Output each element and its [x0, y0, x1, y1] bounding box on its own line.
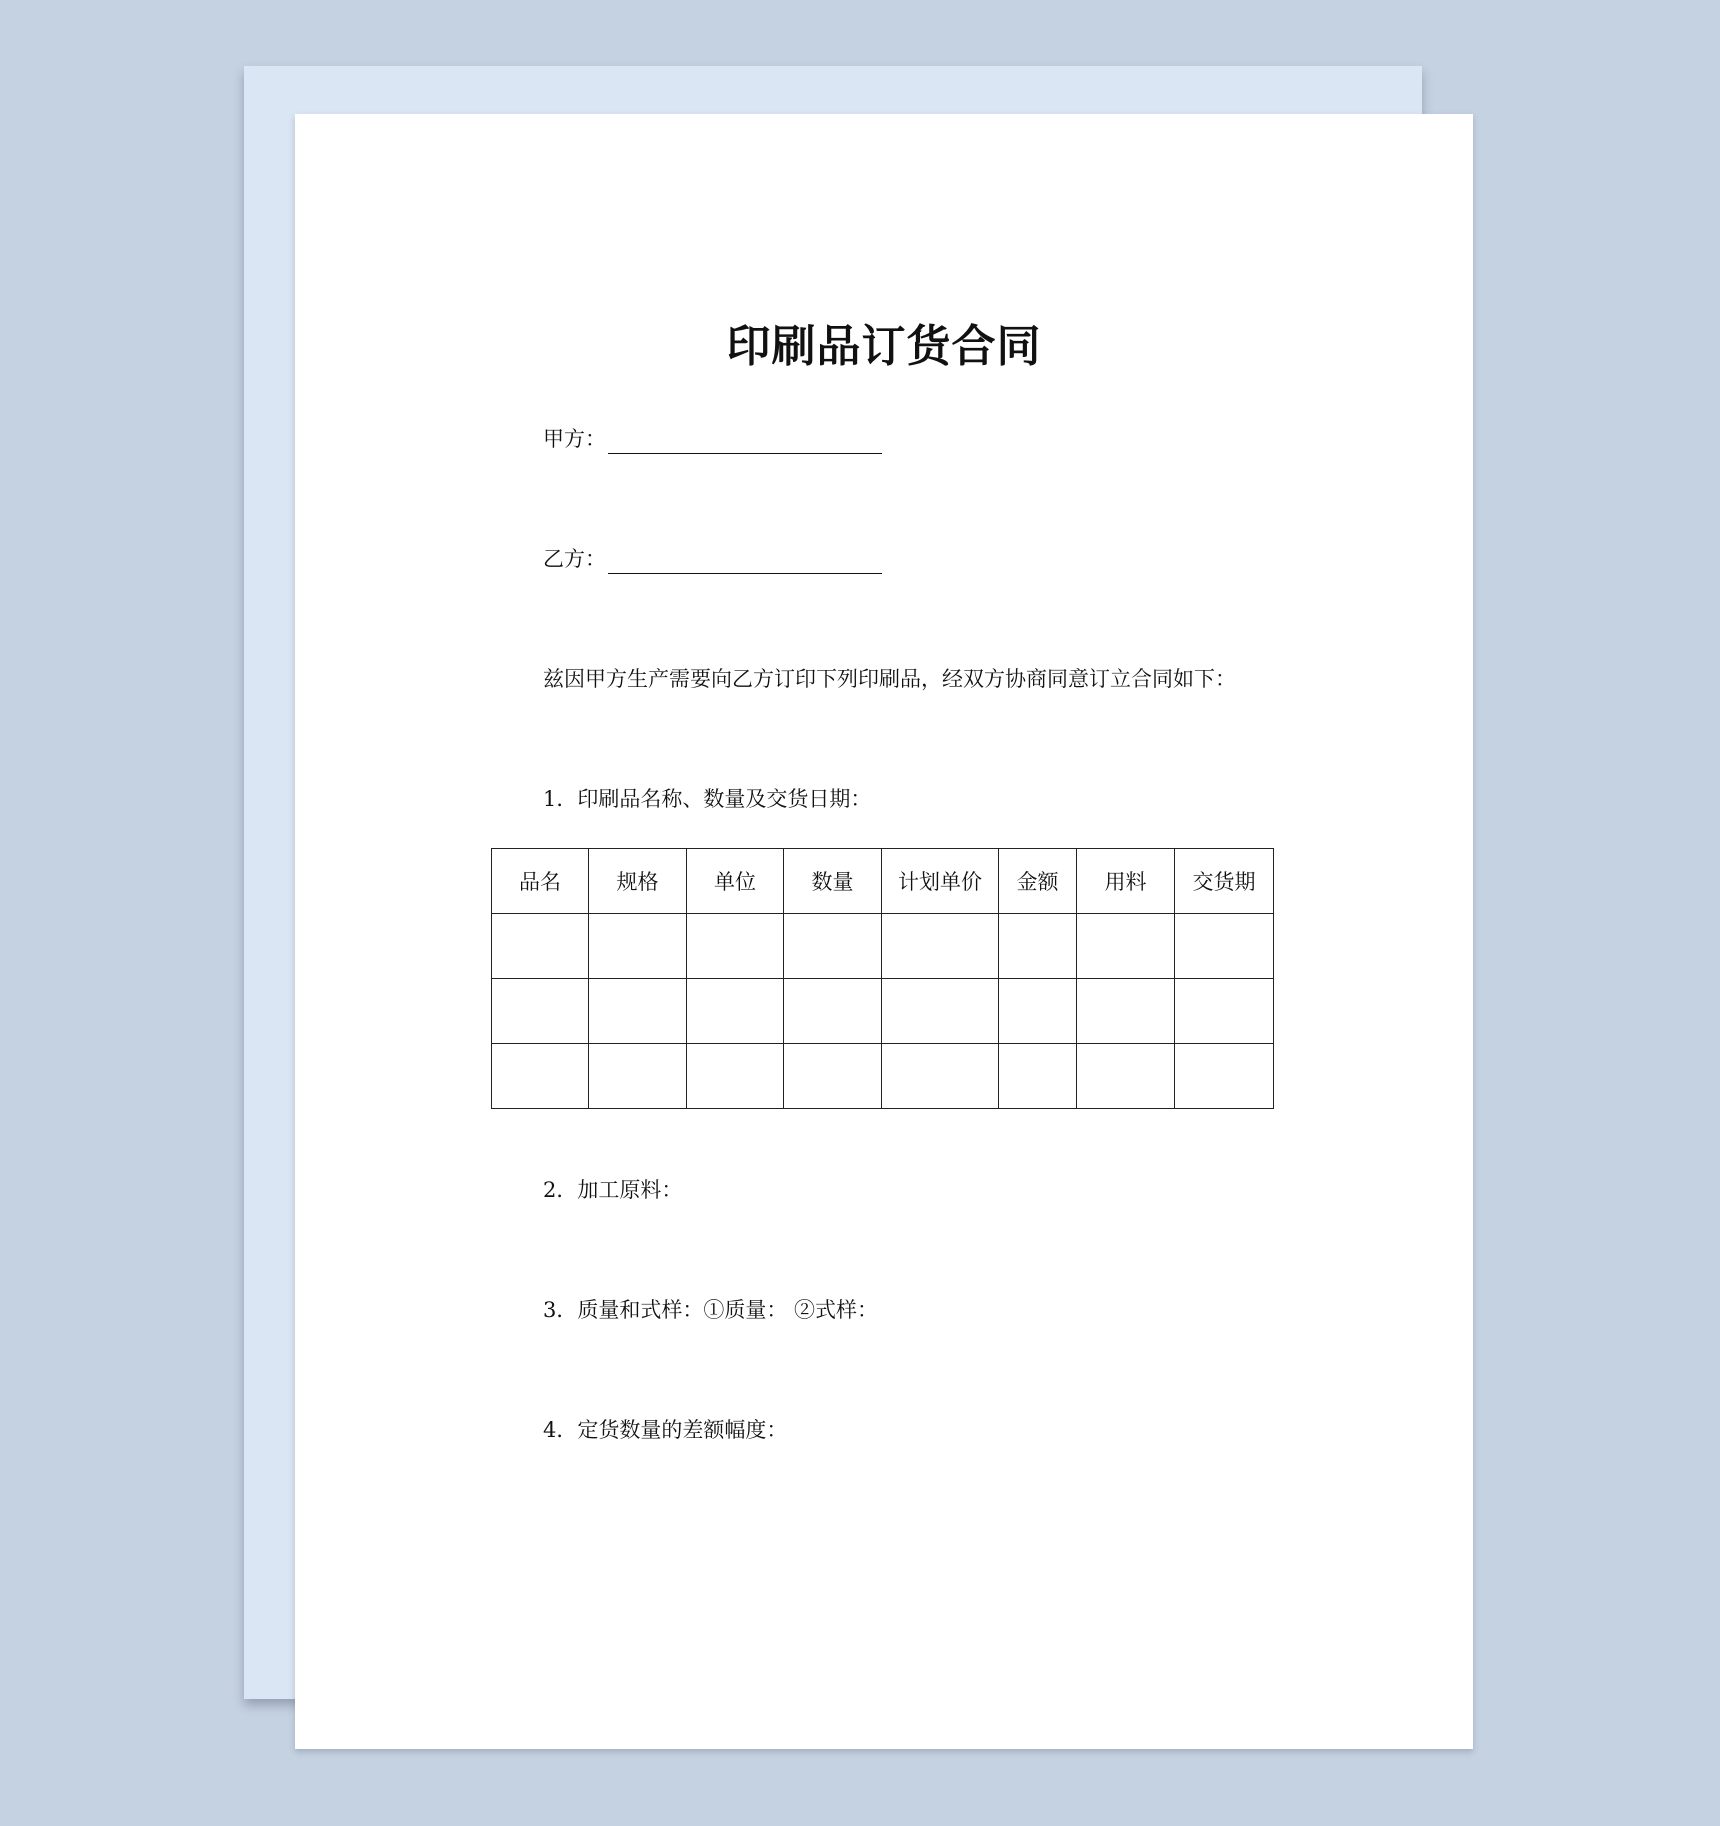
section-1-heading: 1．印刷品名称、数量及交货日期： — [543, 787, 872, 811]
table-header-cell: 规格 — [589, 849, 687, 914]
table-row — [492, 979, 1274, 1044]
table-cell[interactable] — [687, 979, 784, 1044]
table-cell[interactable] — [1077, 914, 1175, 979]
party-a-line — [543, 424, 882, 454]
table-header-cell: 品名 — [492, 849, 589, 914]
table-header-row — [492, 849, 1274, 914]
table-cell[interactable] — [784, 1044, 882, 1109]
table-cell[interactable] — [687, 1044, 784, 1109]
table-cell[interactable] — [784, 914, 882, 979]
document-title: 印刷品订货合同 — [726, 321, 1042, 372]
table-cell[interactable] — [1077, 979, 1175, 1044]
document-page — [295, 114, 1473, 1749]
table-cell[interactable] — [882, 979, 999, 1044]
table-cell[interactable] — [492, 1044, 589, 1109]
table-cell[interactable] — [1077, 1044, 1175, 1109]
table-cell[interactable] — [1175, 914, 1274, 979]
table-cell[interactable] — [882, 1044, 999, 1109]
party-b-label: 乙方： — [543, 547, 606, 571]
party-a-blank[interactable] — [608, 431, 882, 454]
table-cell[interactable] — [999, 914, 1077, 979]
section-3-heading: 3．质量和式样：①质量： ②式样： — [543, 1298, 879, 1322]
table-cell[interactable] — [999, 1044, 1077, 1109]
table-cell[interactable] — [492, 979, 589, 1044]
party-b-line — [543, 544, 882, 574]
table-row — [492, 1044, 1274, 1109]
party-a-label: 甲方： — [543, 427, 606, 451]
table-header-cell: 单位 — [687, 849, 784, 914]
table-row — [492, 914, 1274, 979]
table-header-cell: 交货期 — [1175, 849, 1274, 914]
table-header-cell: 用料 — [1077, 849, 1175, 914]
table-cell[interactable] — [492, 914, 589, 979]
table-cell[interactable] — [999, 979, 1077, 1044]
intro-paragraph: 兹因甲方生产需要向乙方订印下列印刷品，经双方协商同意订立合同如下： — [543, 667, 1236, 691]
table-header-cell: 计划单价 — [882, 849, 999, 914]
table-cell[interactable] — [882, 914, 999, 979]
party-b-blank[interactable] — [608, 551, 882, 574]
order-table — [491, 848, 1274, 1109]
table-cell[interactable] — [589, 979, 687, 1044]
table-cell[interactable] — [589, 914, 687, 979]
table-cell[interactable] — [687, 914, 784, 979]
table-cell[interactable] — [784, 979, 882, 1044]
table-header-cell: 金额 — [999, 849, 1077, 914]
table-cell[interactable] — [1175, 1044, 1274, 1109]
section-2-heading: 2．加工原料： — [543, 1178, 683, 1202]
table-cell[interactable] — [589, 1044, 687, 1109]
section-4-heading: 4．定货数量的差额幅度： — [543, 1418, 788, 1442]
table-cell[interactable] — [1175, 979, 1274, 1044]
table-header-cell: 数量 — [784, 849, 882, 914]
